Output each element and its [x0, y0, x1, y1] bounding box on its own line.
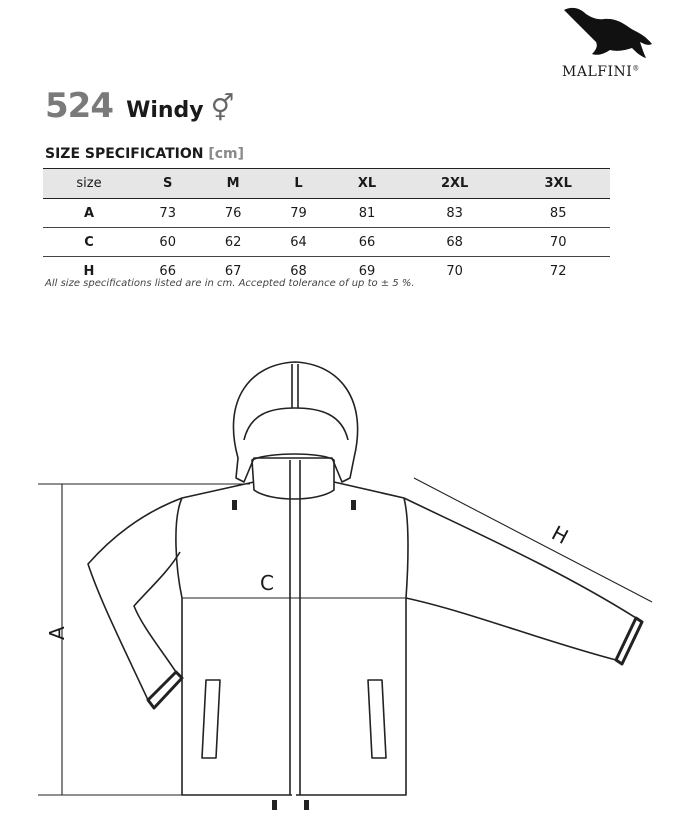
right-pocket [368, 680, 386, 758]
dim-h-line [414, 478, 652, 602]
header-cell: XL [331, 169, 403, 199]
table-cell: 66 [159, 263, 176, 279]
table-cell: 81 [331, 199, 403, 228]
table-cell: 64 [266, 228, 331, 257]
body-right [296, 482, 408, 795]
table-cell: 73 [135, 199, 200, 228]
table-cell: 68 [403, 228, 507, 257]
right-cuff [616, 618, 642, 664]
product-title [45, 86, 234, 126]
hood-inner [244, 408, 348, 440]
table-row [43, 199, 610, 228]
header-cell: S [135, 169, 200, 199]
header-cell: 3XL [506, 169, 610, 199]
hood-seam [292, 364, 298, 408]
row-label: C [43, 228, 135, 257]
product-name: Windy [126, 98, 204, 123]
unisex-icon: ⚥ [210, 94, 235, 124]
header-cell: 2XL [403, 169, 507, 199]
right-sleeve [404, 498, 636, 660]
dim-label-c: C [260, 571, 274, 595]
hem-toggle-left [272, 800, 277, 810]
table-cell: 66 [331, 228, 403, 257]
left-pocket [202, 680, 220, 758]
left-cuff [148, 672, 182, 708]
zipper [290, 460, 300, 795]
table-cell: 68 [290, 263, 307, 279]
table-cell: 69 [358, 263, 376, 279]
left-sleeve [88, 498, 182, 700]
eagle-icon [562, 4, 654, 60]
product-code: 524 [45, 86, 113, 126]
size-table [43, 168, 610, 285]
brand-logo [556, 4, 660, 80]
table-cell: 72 [549, 263, 567, 279]
jacket-diagram [0, 340, 696, 821]
table-cell: 70 [506, 228, 610, 257]
row-label: H [83, 263, 95, 279]
dim-label-a: A [45, 626, 69, 640]
size-spec-heading: SIZE SPECIFICATION [cm] [45, 146, 245, 162]
table-cell: 67 [224, 263, 242, 279]
hood-toggle-right [351, 500, 356, 510]
tolerance-note: All size specifications listed are in cm. Accepted tolerance of up to ± 5 %. [45, 278, 415, 289]
size-table-header [43, 169, 610, 199]
collar [252, 454, 334, 499]
table-cell: 76 [200, 199, 265, 228]
header-cell: size [43, 169, 135, 199]
hood-toggle-left [232, 500, 237, 510]
table-cell: 83 [403, 199, 507, 228]
body-left [176, 482, 292, 795]
table-cell: 60 [135, 228, 200, 257]
table-cell: 62 [200, 228, 265, 257]
brand-wordmark: MALFINI® [562, 64, 640, 80]
table-cell: 70 [446, 263, 463, 279]
table-row [43, 228, 610, 257]
table-cell: 85 [506, 199, 610, 228]
header-cell: L [266, 169, 331, 199]
row-label: A [43, 199, 135, 228]
header-cell: M [200, 169, 265, 199]
dim-label-h: H [547, 520, 573, 550]
table-cell: 79 [266, 199, 331, 228]
hem-toggle-right [304, 800, 309, 810]
